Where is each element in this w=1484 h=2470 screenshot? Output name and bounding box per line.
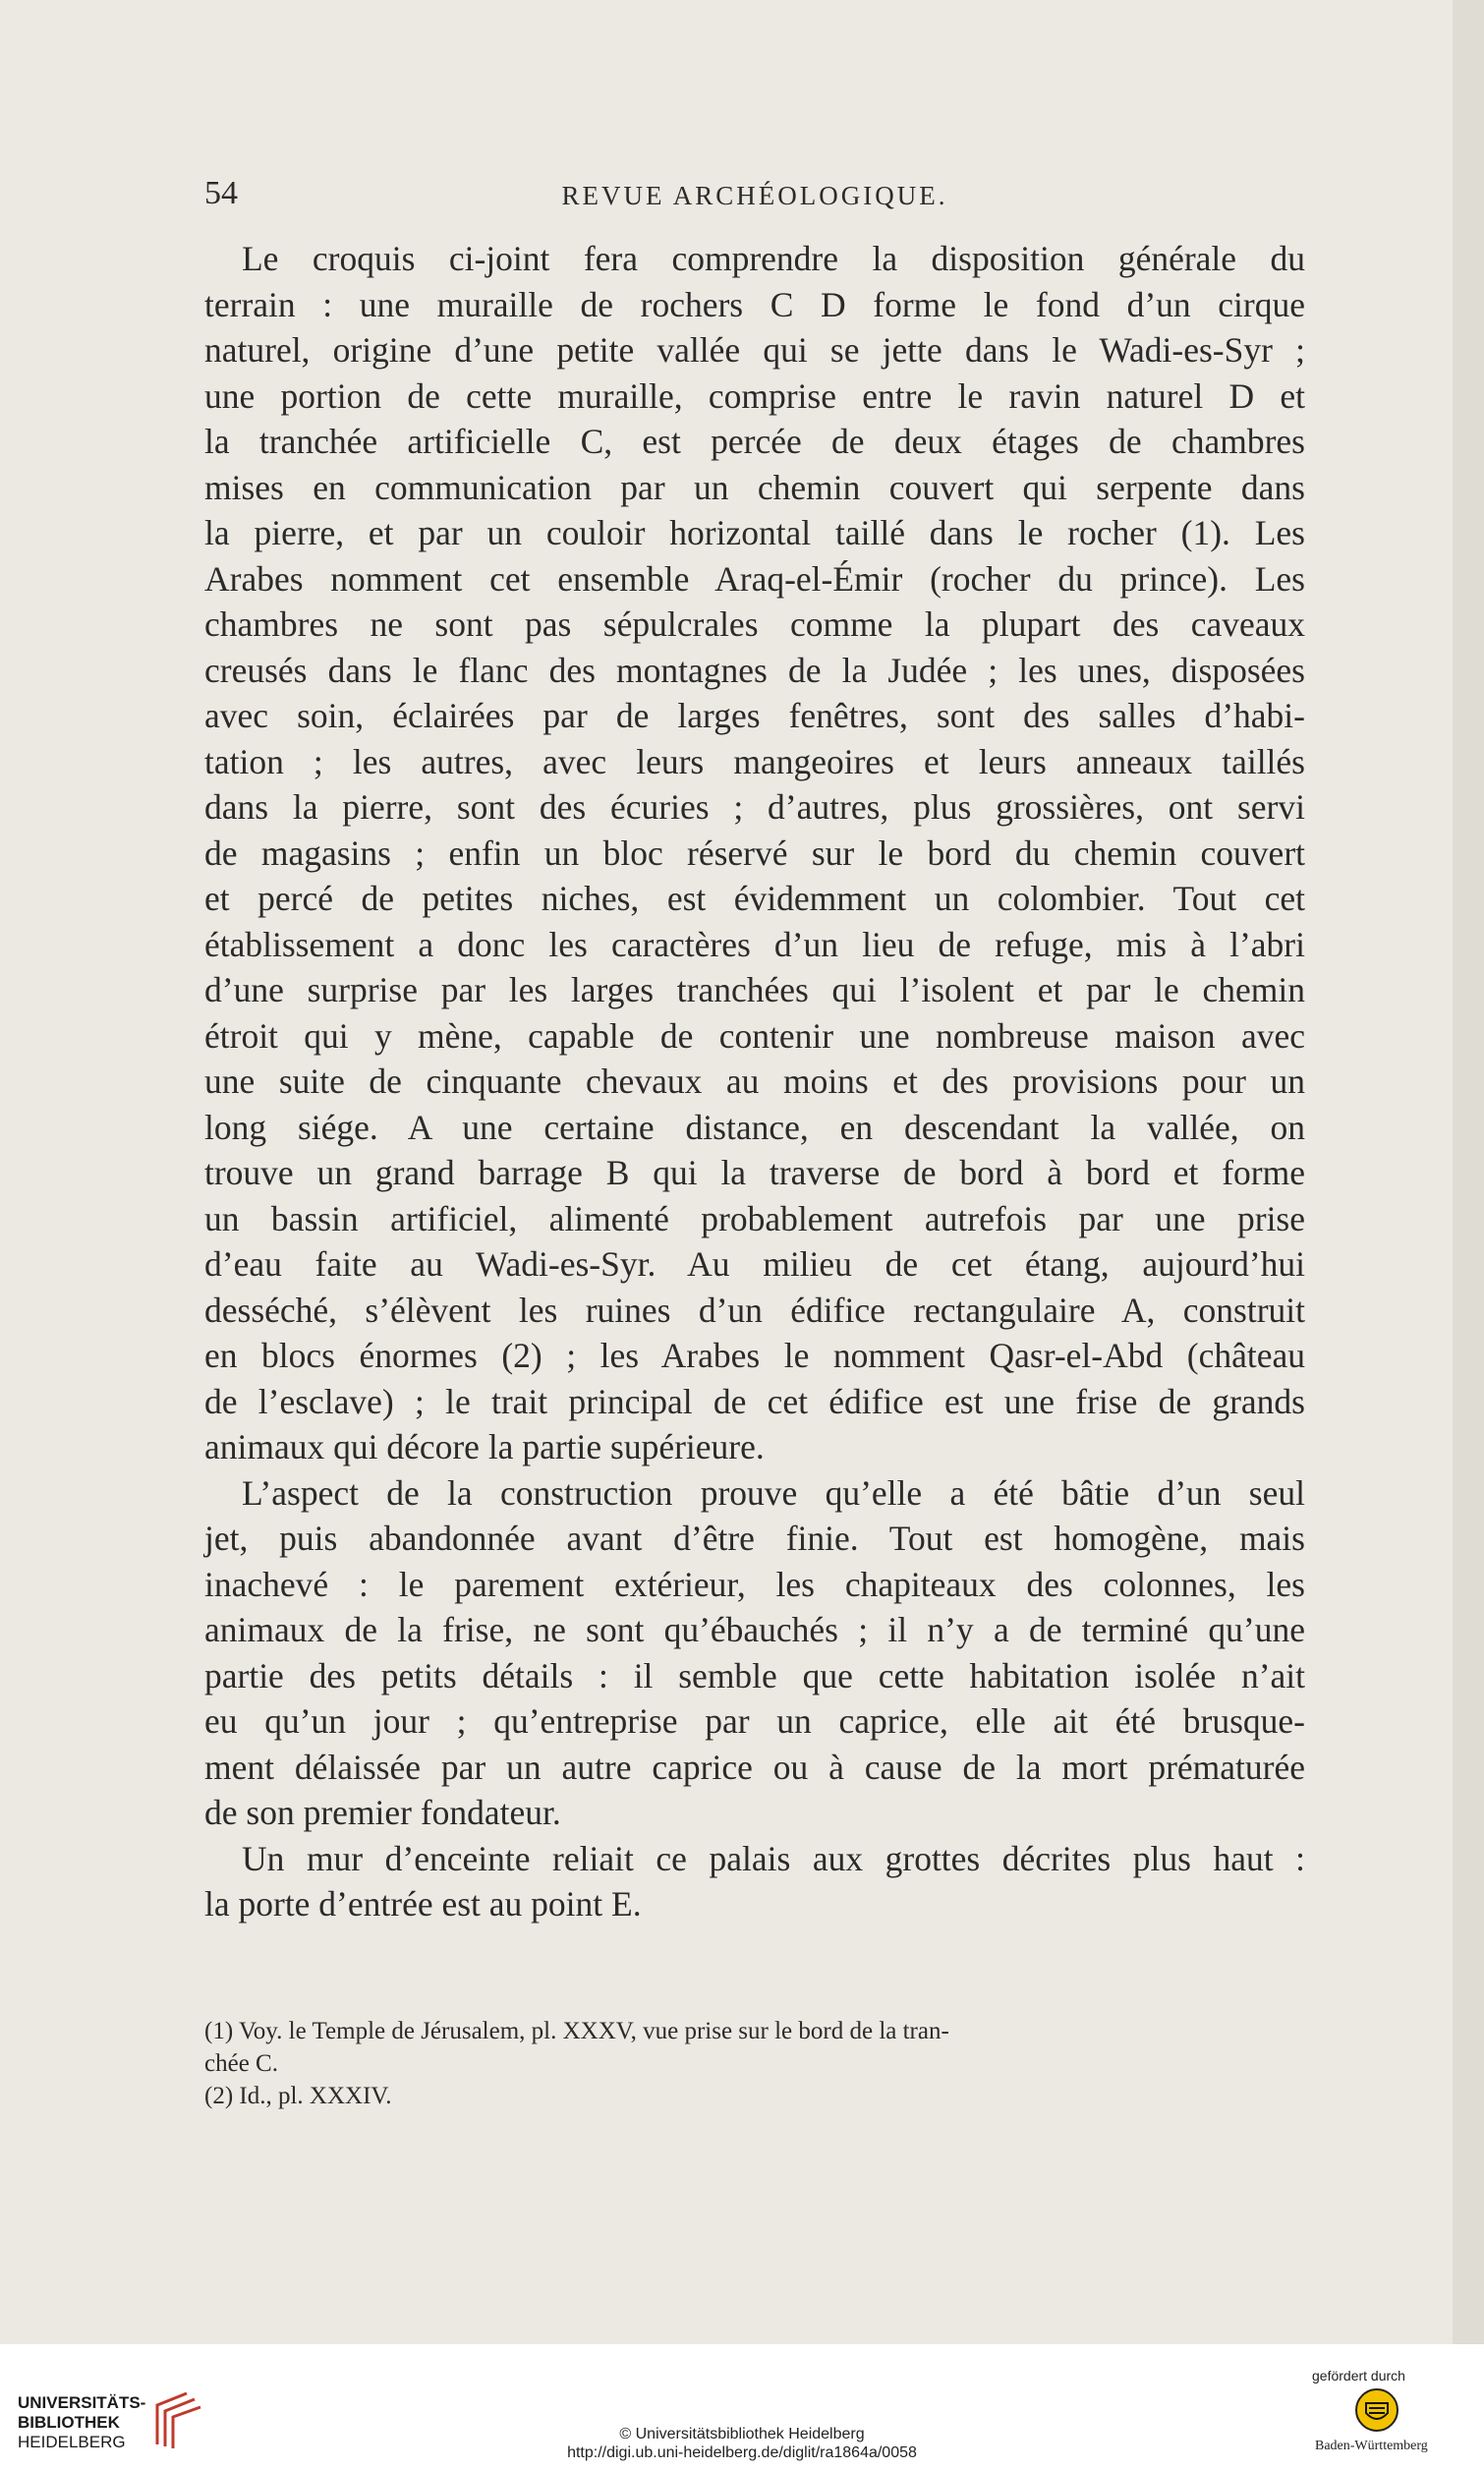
text-line: naturel, origine d’une petite vallée qui se jette dans le Wadi-es-Syr ; <box>204 330 1305 370</box>
text-line: la tranchée artificielle C, est percée de deux étages de chambres <box>204 422 1305 461</box>
text-line: Arabes nomment cet ensemble Araq-el-Émir (rocher du prince). Les <box>204 558 1305 599</box>
text-line: tation ; les autres, avec leurs mangeoires et leurs anneaux taillés <box>204 741 1305 781</box>
footer <box>0 2344 1484 2470</box>
text-line: partie des petits détails : il semble que cette habitation isolée n’ait <box>204 1655 1305 1695</box>
text-line: desséché, s’élèvent les ruines d’un édifice rectangulaire A, construit <box>204 1290 1305 1330</box>
text-line: établissement a donc les caractères d’un lieu de refuge, mis à l’abri <box>204 924 1305 964</box>
text-line: animaux de la frise, ne sont qu’ébauchés ; il n’y a de terminé qu’une <box>204 1610 1305 1649</box>
paragraph <box>204 236 1305 1470</box>
text-line: avec soin, éclairées par de larges fenêtres, sont des salles d’habi- <box>204 696 1305 735</box>
page-number: 54 <box>204 175 238 211</box>
footnotes <box>204 2015 1305 2112</box>
text-line: étroit qui y mène, capable de contenir une nombreuse maison avec <box>204 1015 1305 1056</box>
library-line-2: BIBLIOTHEK <box>18 2413 120 2432</box>
footnote-1: (1) Voy. le Temple de Jérusalem, pl. XXXV, vue prise sur le bord de la tran- <box>204 2018 949 2044</box>
footnote-2: (2) Id., pl. XXXIV. <box>204 2083 392 2109</box>
permalink[interactable]: http://digi.ub.uni-heidelberg.de/diglit/ra1864a/0058 <box>567 2444 917 2461</box>
text-line: d’une surprise par les larges tranchées qui l’isolent et par le chemin <box>204 970 1305 1009</box>
text-line: ment délaissée par un autre caprice ou à cause de la mort prématurée <box>204 1747 1305 1787</box>
library-line-1: UNIVERSITÄTS- <box>18 2393 146 2412</box>
text-line: la pierre, et par un couloir horizontal taillé dans le rocher (1). Les <box>204 513 1305 552</box>
copyright-text: © Universitätsbibliothek Heidelberg <box>619 2426 865 2442</box>
text-line: d’eau faite au Wadi-es-Syr. Au milieu de cet étang, aujourd’hui <box>204 1244 1305 1284</box>
text-line: la porte d’entrée est au point E. <box>204 1884 642 1924</box>
copyright <box>0 2425 1484 2462</box>
sponsor-name[interactable]: Baden-Württemberg <box>1315 2439 1428 2453</box>
scan-edge <box>1453 0 1484 2344</box>
text-line: et percé de petites niches, est évidemment un colombier. Tout cet <box>204 879 1305 918</box>
text-line: un bassin artificiel, alimenté probablement autrefois par une prise <box>204 1198 1305 1238</box>
text-line: inachevé : le parement extérieur, les chapiteaux des colonnes, les <box>204 1564 1305 1604</box>
text-line: de magasins ; enfin un bloc réservé sur le bord du chemin couvert <box>204 833 1305 873</box>
footnote-1-continued: chée C. <box>204 2050 278 2077</box>
text-line: de son premier fondateur. <box>204 1793 561 1832</box>
text-line: trouve un grand barrage B qui la traverse de bord à bord et forme <box>204 1153 1305 1192</box>
paragraph <box>204 1470 1305 1836</box>
text-line: eu qu’un jour ; qu’entreprise par un caprice, elle ait été brusque- <box>204 1701 1305 1741</box>
text-line: dans la pierre, sont des écuries ; d’autres, plus grossières, ont servi <box>204 787 1305 827</box>
text-line: terrain : une muraille de rochers C D forme le fond d’un cirque <box>204 284 1305 324</box>
body-text <box>204 236 1305 1927</box>
coat-of-arms-icon <box>1354 2387 1399 2433</box>
text-line: animaux qui décore la partie supérieure. <box>204 1427 765 1466</box>
text-line: de l’esclave) ; le trait principal de cet édifice est une frise de grands <box>204 1381 1305 1421</box>
text-line: une suite de cinquante chevaux au moins et des provisions pour un <box>204 1062 1305 1101</box>
running-head: REVUE ARCHÉOLOGIQUE. <box>561 181 948 210</box>
text-line: creusés dans le flanc des montagnes de la Judée ; les unes, disposées <box>204 650 1305 690</box>
text-line: une portion de cette muraille, comprise entre le ravin naturel D et <box>204 375 1305 416</box>
text-line: Le croquis ci-joint fera comprendre la disposition générale du <box>242 239 1305 278</box>
paragraph <box>204 1836 1305 1927</box>
sponsor-label: gefördert durch <box>1312 2368 1405 2384</box>
text-line: en blocs énormes (2) ; les Arabes le nomment Qasr-el-Abd (château <box>204 1336 1305 1375</box>
text-line: Un mur d’enceinte reliait ce palais aux grottes décrites plus haut : <box>242 1838 1305 1878</box>
text-line: L’aspect de la construction prouve qu’elle a été bâtie d’un seul <box>242 1472 1305 1513</box>
page-header <box>204 175 1305 218</box>
text-line: long siége. A une certaine distance, en descendant la vallée, on <box>204 1107 1305 1147</box>
text-line: mises en communication par un chemin couvert qui serpente dans <box>204 467 1305 507</box>
text-line: jet, puis abandonnée avant d’être finie. Tout est homogène, mais <box>204 1519 1305 1558</box>
text-line: chambres ne sont pas sépulcrales comme la plupart des caveaux <box>204 604 1305 644</box>
library-line-3: HEIDELBERG <box>18 2433 126 2451</box>
